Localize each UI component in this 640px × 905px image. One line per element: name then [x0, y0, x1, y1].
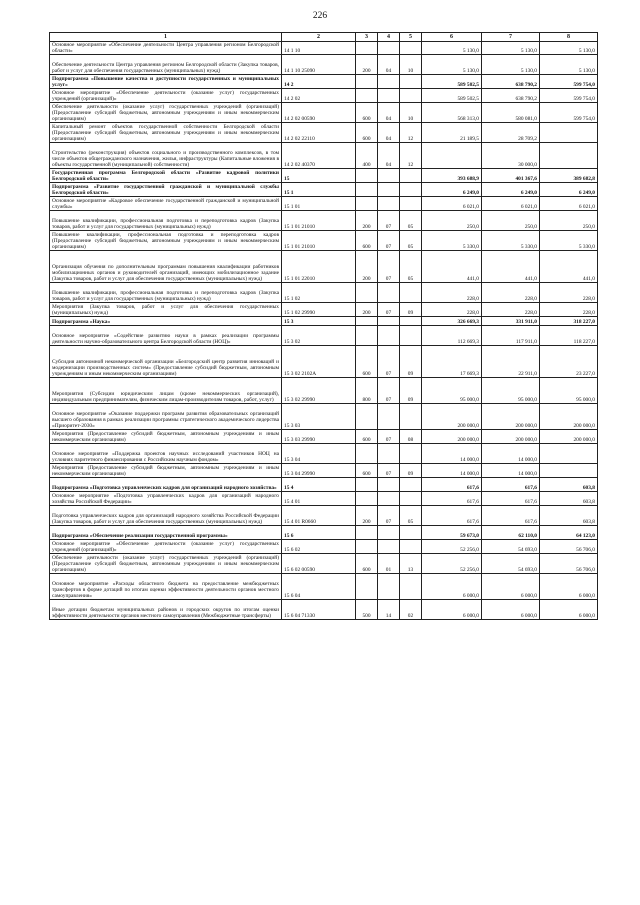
row-code-cell: 15 3 03 29990: [282, 430, 356, 444]
row-section-cell: [378, 574, 400, 600]
row-code-cell: 15 1 02: [282, 283, 356, 303]
row-value-cell: 14 000,0: [422, 464, 482, 478]
row-name-cell: Капитальный ремонт объектов государственной собственности Белгородской области (Предоставление субсидий бюджетным, автономным учреждениям и иным некоммерческим организациям): [50, 123, 282, 143]
row-value-cell: 64 123,0: [540, 526, 598, 540]
row-value-cell: 14 000,0: [482, 444, 540, 464]
row-type-cell: [356, 169, 378, 183]
row-value-cell: 589 502,5: [422, 75, 482, 89]
row-value-cell: 318 227,0: [540, 317, 598, 326]
table-row: [50, 492, 598, 506]
row-subsection-cell: 05: [400, 211, 422, 231]
row-section-cell: 07: [378, 231, 400, 251]
row-name-cell: Подпрограмма «Развитие государственной гражданской и муниципальной службы Белгородской области»: [50, 183, 282, 197]
row-value-cell: 200 000,0: [482, 430, 540, 444]
header-cell: 5: [400, 33, 422, 42]
row-value-cell: 6 000,0: [540, 600, 598, 620]
table-row: [50, 75, 598, 89]
row-subsection-cell: [400, 478, 422, 492]
row-subsection-cell: [400, 89, 422, 103]
row-name-cell: Подпрограмма «Подготовка управленческих кадров для организаций народного хозяйства»: [50, 478, 282, 492]
row-name-cell: Повышение квалификации, профессиональная подготовка и переподготовка кадров (Закупка товаров, работ и услуг для государственных (муниципальных) нужд): [50, 211, 282, 231]
row-name-cell: Подпрограмма «Повышение качества и доступности государственных и муниципальных услуг»: [50, 75, 282, 89]
row-value-cell: 95 000,0: [540, 378, 598, 404]
row-value-cell: 6 021,0: [422, 197, 482, 211]
row-value-cell: 54 693,0: [482, 540, 540, 554]
row-value-cell: 62 110,0: [482, 526, 540, 540]
table-row: [50, 378, 598, 404]
row-value-cell: 112 669,3: [422, 326, 482, 346]
row-value-cell: [540, 143, 598, 169]
row-section-cell: [378, 42, 400, 55]
row-value-cell: 5 130,0: [540, 55, 598, 75]
row-section-cell: [378, 540, 400, 554]
row-value-cell: 603,8: [540, 478, 598, 492]
row-section-cell: 01: [378, 554, 400, 574]
row-value-cell: 5 130,0: [540, 42, 598, 55]
table-row: [50, 123, 598, 143]
row-value-cell: 95 000,0: [482, 378, 540, 404]
row-type-cell: [356, 317, 378, 326]
row-section-cell: 07: [378, 464, 400, 478]
row-type-cell: [356, 526, 378, 540]
header-cell: 1: [50, 33, 282, 42]
row-value-cell: 389 682,8: [540, 169, 598, 183]
header-cell: 2: [282, 33, 356, 42]
row-value-cell: 617,6: [482, 492, 540, 506]
row-code-cell: 15 4 01: [282, 492, 356, 506]
row-value-cell: 5 130,0: [482, 42, 540, 55]
row-value-cell: 228,0: [422, 303, 482, 317]
row-value-cell: 5 330,0: [422, 231, 482, 251]
row-subsection-cell: [400, 540, 422, 554]
row-value-cell: [540, 444, 598, 464]
row-type-cell: 200: [356, 506, 378, 526]
table-row: [50, 169, 598, 183]
row-section-cell: [378, 75, 400, 89]
row-code-cell: 15 6 02: [282, 540, 356, 554]
row-subsection-cell: [400, 317, 422, 326]
row-section-cell: [378, 526, 400, 540]
row-section-cell: [378, 326, 400, 346]
row-code-cell: 15 1 01 21010: [282, 211, 356, 231]
table-row: [50, 42, 598, 55]
row-value-cell: 599 754,0: [540, 75, 598, 89]
row-section-cell: [378, 404, 400, 430]
header-cell: 4: [378, 33, 400, 42]
row-value-cell: 617,6: [422, 506, 482, 526]
row-section-cell: 07: [378, 251, 400, 283]
row-type-cell: [356, 492, 378, 506]
row-section-cell: 07: [378, 346, 400, 378]
row-name-cell: Основное мероприятие «Поддержка проектов научных исследований участников НОЦ на условиях паритетного финансирования с Российским научным фондом»: [50, 444, 282, 464]
row-section-cell: [378, 89, 400, 103]
row-code-cell: 15 4 01 R0660: [282, 506, 356, 526]
row-type-cell: [356, 197, 378, 211]
row-name-cell: Мероприятия (Субсидии юридическим лицам (кроме некоммерческих организаций), индивидуальным предпринимателям, физическим лицам-производителям товаров, работ, услуг): [50, 378, 282, 404]
row-name-cell: Иные дотации бюджетам муниципальных районов и городских округов по итогам оценки эффективности деятельности органов местного самоуправления (Межбюджетные трансферты): [50, 600, 282, 620]
row-type-cell: 400: [356, 143, 378, 169]
row-code-cell: 15 6 04: [282, 574, 356, 600]
row-type-cell: 200: [356, 251, 378, 283]
table-row: [50, 506, 598, 526]
row-value-cell: 5 130,0: [422, 42, 482, 55]
table-row: [50, 89, 598, 103]
row-section-cell: 07: [378, 303, 400, 317]
row-value-cell: 6 000,0: [422, 600, 482, 620]
row-value-cell: 200 000,0: [540, 430, 598, 444]
row-value-cell: 54 693,0: [482, 554, 540, 574]
row-value-cell: 28 709,2: [482, 123, 540, 143]
row-name-cell: Основное мероприятие «Содействие развитию науки в рамках реализации программы деятельности научно-образовательного центра Белгородской области (НОЦ)»: [50, 326, 282, 346]
row-value-cell: 6 000,0: [482, 600, 540, 620]
table-row: [50, 326, 598, 346]
row-name-cell: Подпрограмма «Наука»: [50, 317, 282, 326]
header-row: [50, 33, 598, 42]
row-section-cell: 04: [378, 143, 400, 169]
row-code-cell: 15 3 04: [282, 444, 356, 464]
page-number: 226: [312, 11, 328, 21]
row-name-cell: Организация обучения по дополнительным программам повышения квалификации работников мобилизационных органов и руководителей организаций, имеющих мобилизационное задание (Закупка товаров, работ и услуг для обеспечения государственных (муниципальных) нужд): [50, 251, 282, 283]
row-value-cell: 200 000,0: [422, 404, 482, 430]
row-name-cell: Основное мероприятие «Расходы областного бюджета на предоставление межбюджетных трансфертов в форме дотаций по итогам оценки эффективности деятельности органов местного самоуправления»: [50, 574, 282, 600]
row-value-cell: 228,0: [482, 303, 540, 317]
row-value-cell: 568 313,0: [422, 103, 482, 123]
row-type-cell: [356, 89, 378, 103]
row-code-cell: 15 3 04 29990: [282, 464, 356, 478]
row-value-cell: 250,0: [422, 211, 482, 231]
table-row: [50, 444, 598, 464]
table-row: [50, 283, 598, 303]
row-value-cell: [422, 143, 482, 169]
row-subsection-cell: [400, 42, 422, 55]
row-name-cell: Обеспечение деятельности Центра управления регионом Белгородской области (Закупка товаров, работ и услуг для обеспечения государственных (муниципальных) нужд): [50, 55, 282, 75]
row-value-cell: 441,0: [422, 251, 482, 283]
row-value-cell: 200 000,0: [540, 404, 598, 430]
row-subsection-cell: 09: [400, 378, 422, 404]
row-subsection-cell: [400, 326, 422, 346]
row-section-cell: 14: [378, 600, 400, 620]
row-type-cell: 600: [356, 231, 378, 251]
row-value-cell: 617,6: [422, 478, 482, 492]
row-type-cell: [356, 574, 378, 600]
row-value-cell: 23 227,0: [540, 346, 598, 378]
row-value-cell: 331 911,0: [482, 317, 540, 326]
table-row: [50, 197, 598, 211]
row-type-cell: [356, 540, 378, 554]
row-code-cell: 14 1 10: [282, 42, 356, 55]
row-subsection-cell: [400, 574, 422, 600]
row-subsection-cell: [400, 404, 422, 430]
row-value-cell: 6 000,0: [482, 574, 540, 600]
row-code-cell: 15 6 02 00590: [282, 554, 356, 574]
row-value-cell: 326 669,3: [422, 317, 482, 326]
row-code-cell: 15 6: [282, 526, 356, 540]
row-code-cell: 15 3: [282, 317, 356, 326]
table-row: [50, 183, 598, 197]
row-value-cell: 14 000,0: [482, 464, 540, 478]
table-row: [50, 554, 598, 574]
row-code-cell: 15: [282, 169, 356, 183]
row-value-cell: 200 000,0: [482, 404, 540, 430]
row-subsection-cell: 05: [400, 251, 422, 283]
row-subsection-cell: 08: [400, 430, 422, 444]
row-value-cell: 21 189,5: [422, 123, 482, 143]
row-value-cell: 6 021,0: [540, 197, 598, 211]
row-code-cell: 14 2 02 00590: [282, 103, 356, 123]
row-type-cell: 200: [356, 55, 378, 75]
row-value-cell: 617,6: [422, 492, 482, 506]
row-code-cell: 15 3 02 29990: [282, 378, 356, 404]
table-row: [50, 464, 598, 478]
table-row: [50, 211, 598, 231]
row-value-cell: 638 790,2: [482, 89, 540, 103]
row-code-cell: 15 1 01 22010: [282, 251, 356, 283]
row-subsection-cell: [400, 283, 422, 303]
row-type-cell: 800: [356, 378, 378, 404]
row-subsection-cell: [400, 492, 422, 506]
row-value-cell: 17 669,3: [422, 346, 482, 378]
row-value-cell: 5 130,0: [422, 55, 482, 75]
row-code-cell: 14 1 10 25090: [282, 55, 356, 75]
row-type-cell: [356, 183, 378, 197]
row-value-cell: 599 754,0: [540, 103, 598, 123]
row-code-cell: 15 3 03: [282, 404, 356, 430]
row-name-cell: Мероприятия (Закупка товаров, работ и услуг для обеспечения государственных (муниципальных) нужд): [50, 303, 282, 317]
row-value-cell: 393 688,9: [422, 169, 482, 183]
row-subsection-cell: 12: [400, 123, 422, 143]
row-name-cell: Повышение квалификации, профессиональная подготовка и переподготовка кадров (Закупка товаров, работ и услуг для государственных (муниципальных) нужд): [50, 283, 282, 303]
row-section-cell: 04: [378, 103, 400, 123]
row-value-cell: 638 790,2: [482, 75, 540, 89]
row-type-cell: 200: [356, 211, 378, 231]
header-cell: 6: [422, 33, 482, 42]
row-value-cell: 6 000,0: [540, 574, 598, 600]
row-value-cell: 603,8: [540, 506, 598, 526]
row-value-cell: 599 754,0: [540, 89, 598, 103]
row-value-cell: 228,0: [482, 283, 540, 303]
row-section-cell: 07: [378, 378, 400, 404]
table-row: [50, 143, 598, 169]
row-code-cell: 15 1: [282, 183, 356, 197]
row-type-cell: [356, 75, 378, 89]
table-row: [50, 526, 598, 540]
row-section-cell: 07: [378, 430, 400, 444]
row-type-cell: 600: [356, 430, 378, 444]
row-value-cell: 118 227,0: [540, 326, 598, 346]
row-subsection-cell: 09: [400, 464, 422, 478]
row-code-cell: 15 3 02 2102А: [282, 346, 356, 378]
row-name-cell: Субсидия автономной некоммерческой организации «Белгородский центр развития инноваций и модернизации производственных систем» (Предоставление субсидий бюджетным, автономным учреждениям и иным некоммерческим организациям): [50, 346, 282, 378]
row-name-cell: Мероприятия (Предоставление субсидий бюджетным, автономным учреждениям и иным некоммерческим организациям): [50, 430, 282, 444]
table-row: [50, 317, 598, 326]
table-row: [50, 404, 598, 430]
table-row: [50, 478, 598, 492]
table-row: [50, 251, 598, 283]
row-value-cell: [540, 123, 598, 143]
row-name-cell: Государственная программа Белгородской области «Развитие кадровой политики Белгородской области»: [50, 169, 282, 183]
row-subsection-cell: [400, 444, 422, 464]
row-section-cell: [378, 169, 400, 183]
row-value-cell: 6 249,0: [422, 183, 482, 197]
row-type-cell: 200: [356, 303, 378, 317]
row-type-cell: [356, 444, 378, 464]
row-value-cell: 228,0: [540, 283, 598, 303]
row-value-cell: 59 673,0: [422, 526, 482, 540]
row-value-cell: 6 249,0: [482, 183, 540, 197]
row-code-cell: 15 1 01 21010: [282, 231, 356, 251]
row-subsection-cell: 09: [400, 346, 422, 378]
row-value-cell: 52 256,0: [422, 540, 482, 554]
row-name-cell: Подготовка управленческих кадров для организаций народного хозяйства Российской Федерации (Закупка товаров, работ и услуг для обеспечения государственных (муниципальных) нужд): [50, 506, 282, 526]
row-subsection-cell: [400, 75, 422, 89]
table-row: [50, 303, 598, 317]
row-value-cell: [540, 464, 598, 478]
row-section-cell: 04: [378, 55, 400, 75]
row-value-cell: 56 706,0: [540, 554, 598, 574]
row-subsection-cell: [400, 197, 422, 211]
row-name-cell: Основное мероприятие «Обеспечение деятельности (оказание услуг) государственных учреждений (организаций)»: [50, 89, 282, 103]
row-type-cell: 600: [356, 103, 378, 123]
row-subsection-cell: 05: [400, 506, 422, 526]
row-name-cell: Основное мероприятие «Оказание поддержки программ развития образовательных организаций высшего образования в рамках реализации программы стратегического академического лидерства «Приоритет-2030»: [50, 404, 282, 430]
row-name-cell: Повышение квалификации, профессиональная подготовка и переподготовка кадров (Предоставление субсидий бюджетным, автономным учреждениям и иным некоммерческим организациям): [50, 231, 282, 251]
row-subsection-cell: [400, 526, 422, 540]
row-section-cell: [378, 183, 400, 197]
table-row: [50, 540, 598, 554]
row-code-cell: 14 2 02: [282, 89, 356, 103]
row-section-cell: [378, 492, 400, 506]
row-subsection-cell: 13: [400, 554, 422, 574]
row-subsection-cell: 10: [400, 103, 422, 123]
row-code-cell: 15 3 02: [282, 326, 356, 346]
row-value-cell: 441,0: [482, 251, 540, 283]
row-code-cell: 15 4: [282, 478, 356, 492]
row-value-cell: 603,8: [540, 492, 598, 506]
row-subsection-cell: 05: [400, 231, 422, 251]
row-name-cell: Обеспечение деятельности (оказание услуг) государственных учреждений (организаций) (Предоставление субсидий бюджетным, автономным учреждениям и иным некоммерческим организациям): [50, 103, 282, 123]
row-type-cell: [356, 283, 378, 303]
table-row: [50, 430, 598, 444]
table-row: [50, 103, 598, 123]
row-value-cell: 5 330,0: [482, 231, 540, 251]
table-row: [50, 574, 598, 600]
row-type-cell: 600: [356, 346, 378, 378]
row-value-cell: 117 911,0: [482, 326, 540, 346]
row-code-cell: 15 1 01: [282, 197, 356, 211]
row-value-cell: 250,0: [540, 211, 598, 231]
row-value-cell: 6 000,0: [422, 574, 482, 600]
row-type-cell: 600: [356, 464, 378, 478]
row-value-cell: 200 000,0: [422, 430, 482, 444]
row-subsection-cell: [400, 183, 422, 197]
row-value-cell: 580 081,0: [482, 103, 540, 123]
row-code-cell: 15 1 02 29990: [282, 303, 356, 317]
row-name-cell: Обеспечение деятельности (оказание услуг) государственных учреждений (организаций) (Предоставление субсидий бюджетным, автономным учреждениям и иным некоммерческим организациям): [50, 554, 282, 574]
table-row: [50, 600, 598, 620]
row-section-cell: 07: [378, 506, 400, 526]
row-name-cell: Основное мероприятие «Обеспечение деятельности (оказание услуг) государственных учреждений (организаций)»: [50, 540, 282, 554]
row-type-cell: [356, 42, 378, 55]
row-name-cell: Строительство (реконструкция) объектов социального и производственного комплексов, в том числе объектов общегражданского назначения, жилья, инфраструктуры (Капитальные вложения в объекты государственной (муниципальной) собственности): [50, 143, 282, 169]
row-value-cell: 52 256,0: [422, 554, 482, 574]
row-section-cell: 04: [378, 123, 400, 143]
header-cell: 7: [482, 33, 540, 42]
row-name-cell: Основное мероприятие «Кадровое обеспечение государственной гражданской и муниципальной службы»: [50, 197, 282, 211]
row-value-cell: 401 367,6: [482, 169, 540, 183]
table-row: [50, 346, 598, 378]
row-value-cell: 5 130,0: [482, 55, 540, 75]
row-value-cell: 56 706,0: [540, 540, 598, 554]
row-value-cell: 30 000,0: [482, 143, 540, 169]
row-value-cell: 6 021,0: [482, 197, 540, 211]
row-value-cell: 250,0: [482, 211, 540, 231]
row-subsection-cell: [400, 169, 422, 183]
row-section-cell: [378, 478, 400, 492]
row-value-cell: 228,0: [540, 303, 598, 317]
row-type-cell: 600: [356, 123, 378, 143]
row-subsection-cell: 12: [400, 143, 422, 169]
table-row: [50, 231, 598, 251]
row-type-cell: [356, 478, 378, 492]
row-subsection-cell: 09: [400, 303, 422, 317]
row-type-cell: [356, 404, 378, 430]
row-section-cell: [378, 444, 400, 464]
row-value-cell: 6 249,0: [540, 183, 598, 197]
row-name-cell: Основное мероприятие «Обеспечение деятельности Центра управления регионом Белгородской области»: [50, 42, 282, 55]
row-subsection-cell: 10: [400, 55, 422, 75]
table-row: [50, 55, 598, 75]
row-value-cell: 22 911,0: [482, 346, 540, 378]
row-code-cell: 14 2 02 22110: [282, 123, 356, 143]
row-name-cell: Мероприятия (Предоставление субсидий бюджетным, автономным учреждениям и иным некоммерческим организациям): [50, 464, 282, 478]
row-section-cell: [378, 197, 400, 211]
row-value-cell: 228,0: [422, 283, 482, 303]
row-code-cell: 14 2 02 40370: [282, 143, 356, 169]
row-value-cell: 95 000,0: [422, 378, 482, 404]
row-value-cell: 617,6: [482, 478, 540, 492]
row-section-cell: [378, 317, 400, 326]
row-name-cell: Подпрограмма «Обеспечение реализации государственной программы»: [50, 526, 282, 540]
row-subsection-cell: 02: [400, 600, 422, 620]
row-value-cell: 589 502,5: [422, 89, 482, 103]
row-code-cell: 14 2: [282, 75, 356, 89]
row-code-cell: 15 6 04 71330: [282, 600, 356, 620]
row-type-cell: [356, 326, 378, 346]
budget-table: [49, 32, 598, 620]
row-type-cell: 500: [356, 600, 378, 620]
row-value-cell: 441,0: [540, 251, 598, 283]
row-type-cell: 600: [356, 554, 378, 574]
header-cell: 8: [540, 33, 598, 42]
row-value-cell: 617,6: [482, 506, 540, 526]
row-section-cell: 07: [378, 211, 400, 231]
row-value-cell: 5 330,0: [540, 231, 598, 251]
header-cell: 3: [356, 33, 378, 42]
row-name-cell: Основное мероприятие «Подготовка управленческих кадров для организаций народного хозяйства Российской Федерации»: [50, 492, 282, 506]
row-section-cell: [378, 283, 400, 303]
row-value-cell: 14 000,0: [422, 444, 482, 464]
